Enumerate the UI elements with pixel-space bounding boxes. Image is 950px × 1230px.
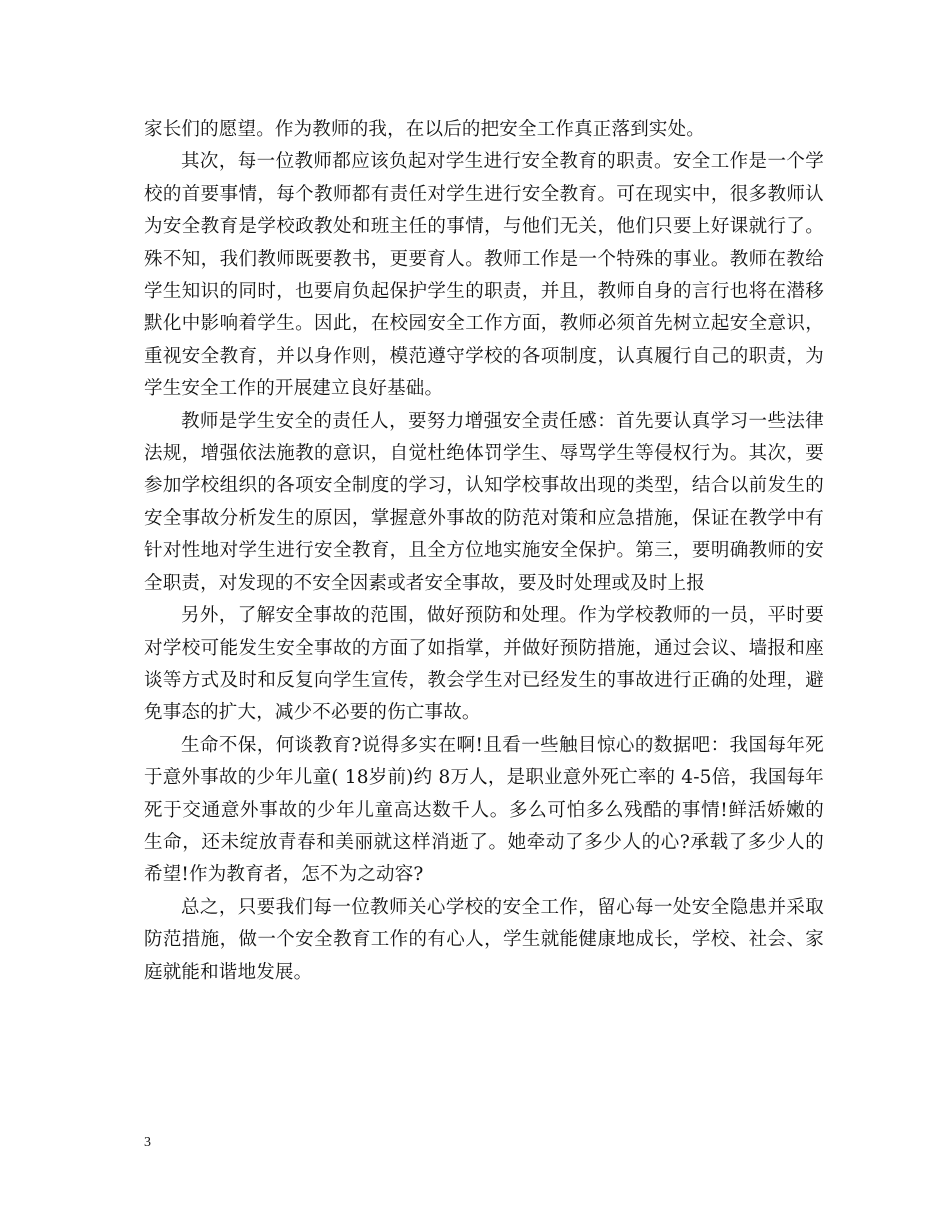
paragraph-responsibility: 教师是学生安全的责任人，要努力增强安全责任感：首先要认真学习一些法律法规，增强依法施教的意识，自觉杜绝体罚学生、辱骂学生等侵权行为。其次，要参加学校组织的各项安全制度的学习，认知学校事故出现的类型，结合以前发生的安全事故分析发生的原因，掌握意外事故的防范对策和应急措施，保证在教学中有针对性地对学生进行安全教育，且全方位地实施安全保护。第三，要明确教师的安全职责，对发现的不安全因素或者安全事故，要及时处理或及时上报 xyxy=(144,410,824,594)
paragraph-statistics: 生命不保，何谈教育?说得多实在啊!且看一些触目惊心的数据吧：我国每年死于意外事故的少年儿童( 18岁前)约 8万人，是职业意外死亡率的 4-5倍，我国每年死于交通意外事故的少年儿童高达数千人。多么可怕多么残酷的事情!鲜活娇嫩的生命，还未绽放青春和美丽就这样消逝了。她牵动了多少人的心?承载了多少人的希望!作为教育者，怎不为之动容? xyxy=(144,734,824,886)
paragraph-prevention: 另外，了解安全事故的范围，做好预防和处理。作为学校教师的一员，平时要对学校可能发生安全事故的方面了如指掌，并做好预防措施，通过会议、墙报和座谈等方式及时和反复向学生宣传，教会学生对已经发生的事故进行正确的处理，避免事态的扩大，减少不必要的伤亡事故。 xyxy=(144,605,824,724)
paragraph-continuation: 家长们的愿望。作为教师的我，在以后的把安全工作真正落到实处。 xyxy=(144,119,706,140)
page-number: 3 xyxy=(144,1135,151,1150)
body-text xyxy=(144,114,824,989)
paragraph-conclusion: 总之，只要我们每一位教师关心学校的安全工作，留心每一处安全隐患并采取防范措施，做一个安全教育工作的有心人，学生就能健康地成长，学校、社会、家庭就能和谐地发展。 xyxy=(144,896,824,983)
paragraph-teacher-duty: 其次，每一位教师都应该负起对学生进行安全教育的职责。安全工作是一个学校的首要事情，每个教师都有责任对学生进行安全教育。可在现实中，很多教师认为安全教育是学校政教处和班主任的事情，与他们无关，他们只要上好课就行了。殊不知，我们教师既要教书，更要育人。教师工作是一个特殊的事业。教师在教给学生知识的同时，也要肩负起保护学生的职责，并且，教师自身的言行也将在潜移默化中影响着学生。因此，在校园安全工作方面，教师必须首先树立起安全意识，重视安全教育，并以身作则，模范遵守学校的各项制度，认真履行自己的职责，为学生安全工作的开展建立良好基础。 xyxy=(144,151,824,400)
